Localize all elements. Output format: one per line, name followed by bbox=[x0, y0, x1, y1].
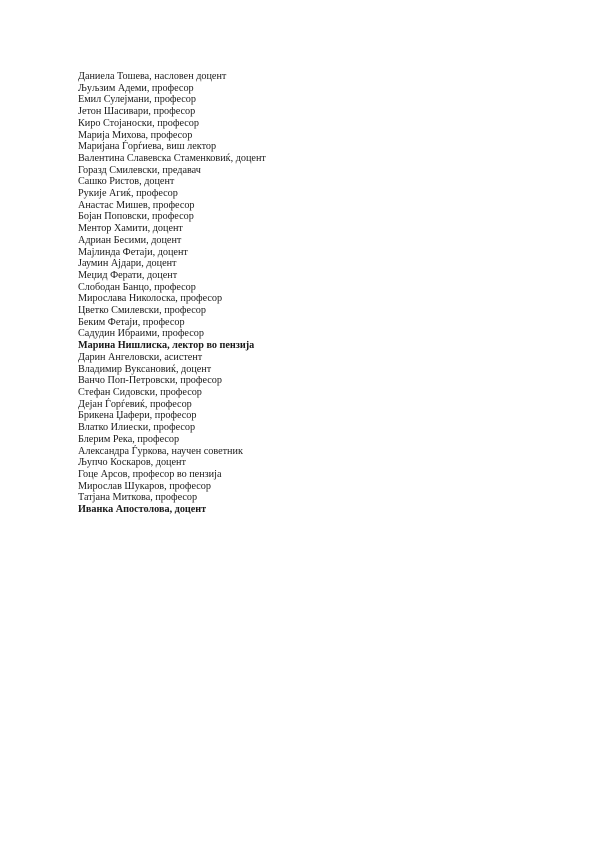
list-item: Марина Нишлиска, лектор во пензија bbox=[78, 340, 255, 352]
list-item: Емил Сулејмани, професор bbox=[78, 94, 196, 106]
list-item: Марија Михова, професор bbox=[78, 129, 193, 141]
list-item: Маријана Ѓорѓиева, виш лектор bbox=[78, 141, 217, 153]
list-item: Дарин Ангеловски, асистент bbox=[78, 351, 203, 363]
list-item: Садудин Ибраими, професор bbox=[78, 328, 204, 340]
list-item: Јаумин Ајдари, доцент bbox=[78, 258, 177, 270]
list-item: Мирослав Шукаров, професор bbox=[78, 480, 211, 492]
list-item: Бојан Поповски, професор bbox=[78, 211, 194, 223]
list-item: Даниела Тошева, насловен доцент bbox=[78, 71, 227, 82]
list-item: Киро Стојаноски, професор bbox=[78, 117, 199, 129]
list-item: Гоце Арсов, професор во пензија bbox=[78, 468, 222, 480]
list-item: Мајлинда Фетаји, доцент bbox=[78, 246, 188, 258]
list-item: Цветко Смилевски, професор bbox=[78, 305, 206, 317]
list-item: Анастас Мишев, професор bbox=[78, 199, 195, 211]
list-item: Слободан Банцо, професор bbox=[78, 281, 196, 293]
list-item: Валентина Славевска Стаменковиќ, доцент bbox=[78, 152, 266, 164]
list-item: Стефан Сидовски, професор bbox=[78, 386, 202, 398]
list-item: Татјана Миткова, професор bbox=[78, 492, 198, 504]
list-item: Меџид Ферати, доцент bbox=[78, 269, 178, 281]
list-item: Александра Ѓуркова, научен советник bbox=[78, 445, 243, 457]
name-list bbox=[78, 71, 266, 516]
list-item: Блерим Река, професор bbox=[78, 433, 180, 445]
list-item: Дејан Ѓорѓевиќ, професор bbox=[78, 398, 192, 410]
list-item: Јетон Шасивари, професор bbox=[78, 106, 196, 118]
list-item: Влатко Илиески, професор bbox=[78, 422, 196, 434]
list-item: Адриан Бесими, доцент bbox=[78, 234, 182, 246]
list-item: Беким Фетаји, професор bbox=[78, 316, 185, 328]
list-item: Ванчо Поп-Петровски, професор bbox=[78, 375, 222, 387]
list-item: Владимир Вуксановиќ, доцент bbox=[78, 363, 212, 375]
list-item: Љуљзим Адеми, професор bbox=[78, 82, 194, 94]
list-item: Брикена Џафери, професор bbox=[78, 410, 197, 422]
list-item: Иванка Апостолова, доцент bbox=[78, 504, 207, 516]
list-item: Ментор Хамити, доцент bbox=[78, 223, 183, 235]
list-item: Љупчо Коскаров, доцент bbox=[78, 457, 186, 469]
list-item: Сашко Ристов, доцент bbox=[78, 176, 175, 188]
list-item: Горазд Смилевски, предавач bbox=[78, 164, 201, 176]
list-item: Рукије Агиќ, професор bbox=[78, 188, 178, 200]
list-item: Мирослава Николоска, професор bbox=[78, 293, 223, 305]
